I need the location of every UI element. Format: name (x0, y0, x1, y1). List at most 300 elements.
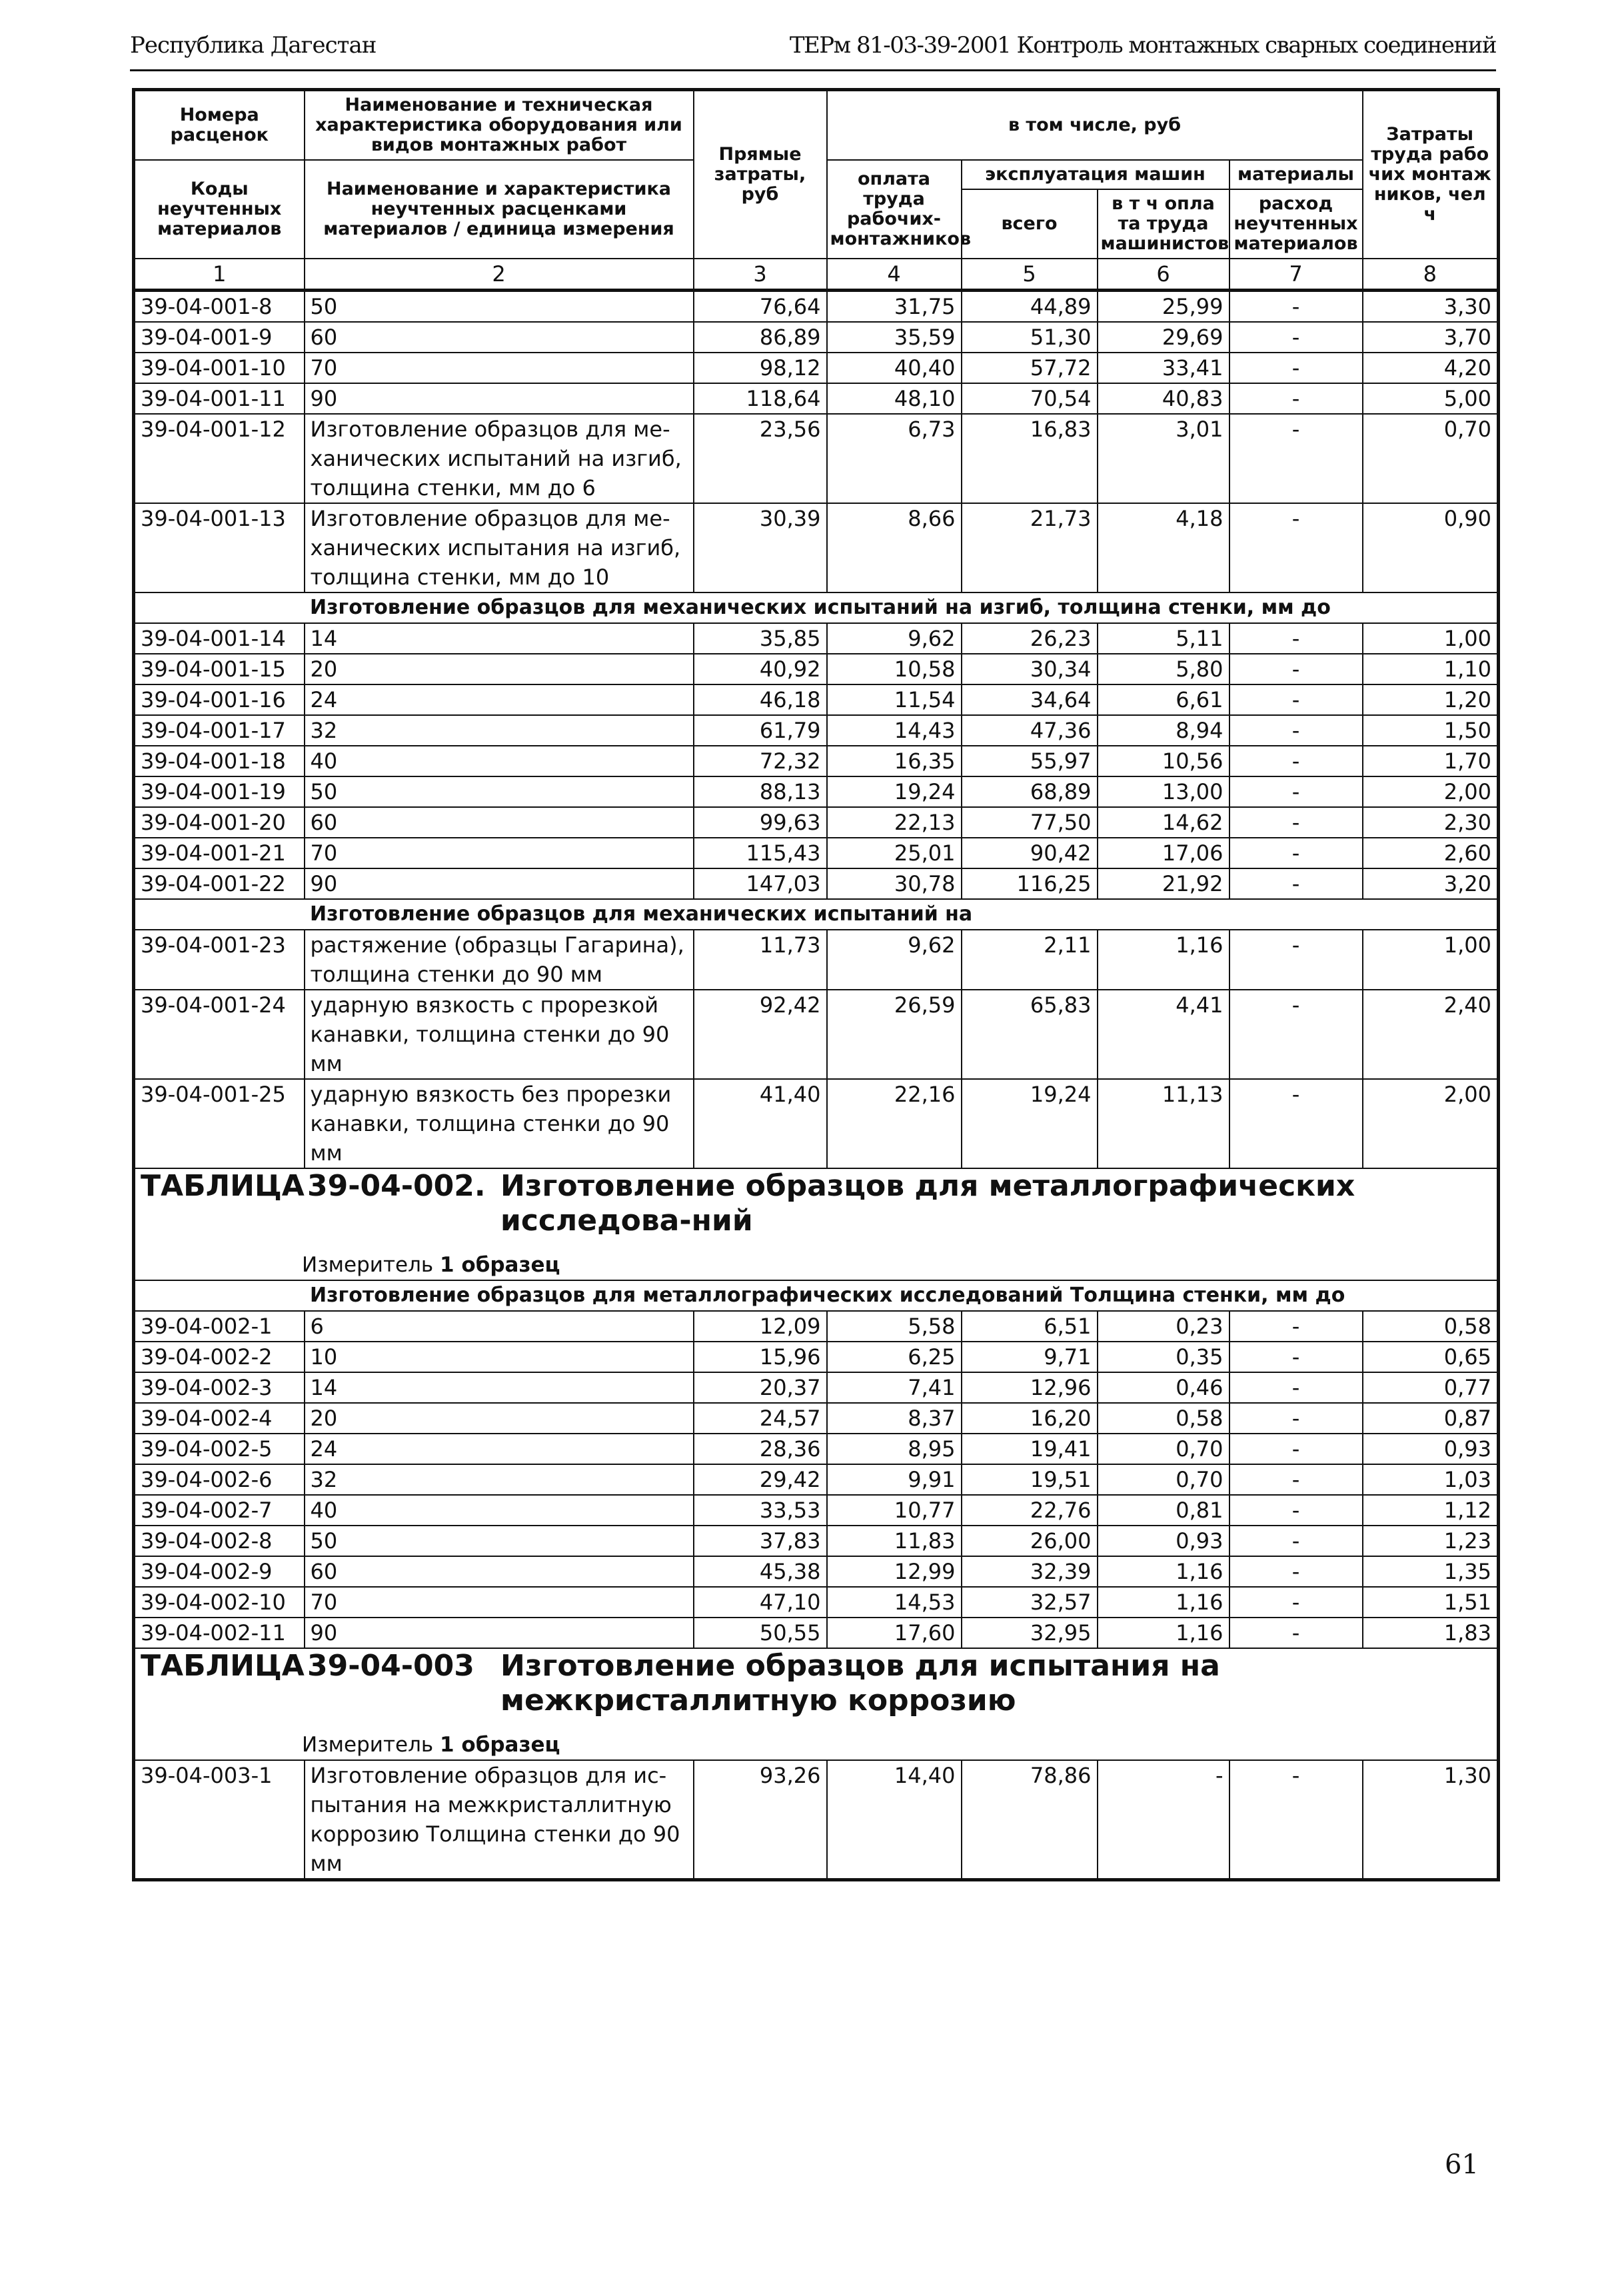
work-name: 60 (305, 807, 694, 838)
labor-hours: 0,87 (1363, 1403, 1499, 1434)
table-row (134, 1403, 1499, 1434)
rate-code: 39-04-002-11 (134, 1618, 305, 1648)
labor-cost: 9,62 (827, 623, 962, 654)
col-name-header: Наименование и техническая характеристика оборудования или видов монтажных работ (305, 90, 694, 161)
material-cost: - (1229, 1495, 1363, 1526)
col-labor-header: оплата труда рабочих-монтажников (827, 160, 962, 259)
machinist-labor-cost: 14,62 (1098, 807, 1229, 838)
table-row (134, 1556, 1499, 1587)
column-number: 4 (827, 259, 962, 291)
direct-cost: 41,40 (694, 1079, 827, 1168)
table-row (134, 503, 1499, 592)
machinist-labor-cost: 11,13 (1098, 1079, 1229, 1168)
direct-cost: 92,42 (694, 990, 827, 1079)
table-number: 39-04-002. (307, 1169, 486, 1203)
work-name: Изготовление образцов для ме-ханических испытания на изгиб, толщина стенки, мм до 10 (305, 503, 694, 592)
work-name: 24 (305, 684, 694, 715)
material-cost: - (1229, 684, 1363, 715)
rate-code: 39-04-002-10 (134, 1587, 305, 1618)
work-name: 32 (305, 1464, 694, 1495)
machine-cost: 68,89 (962, 776, 1098, 807)
machinist-labor-cost: 0,81 (1098, 1495, 1229, 1526)
table-row (134, 715, 1499, 746)
direct-cost: 76,64 (694, 291, 827, 323)
direct-cost: 86,89 (694, 322, 827, 353)
table-meter (141, 1250, 1491, 1280)
work-name: Изготовление образцов для ис-пытания на межкристаллитную коррозию Толщина стенки до 90 мм (305, 1760, 694, 1880)
section-row (134, 899, 1499, 930)
labor-cost: 31,75 (827, 291, 962, 323)
labor-cost: 35,59 (827, 322, 962, 353)
work-name: 14 (305, 623, 694, 654)
material-cost: - (1229, 1434, 1363, 1464)
rate-code: 39-04-001-21 (134, 838, 305, 868)
column-number: 2 (305, 259, 694, 291)
labor-cost: 11,83 (827, 1526, 962, 1556)
col-material-code-header: Коды неучтенных материалов (134, 160, 305, 259)
rate-code: 39-04-001-9 (134, 322, 305, 353)
machine-cost: 12,96 (962, 1372, 1098, 1403)
direct-cost: 93,26 (694, 1760, 827, 1880)
machinist-labor-cost: 0,46 (1098, 1372, 1229, 1403)
table-row (134, 353, 1499, 383)
labor-cost: 6,25 (827, 1342, 962, 1372)
region-title: Республика Дагестан (130, 32, 377, 59)
document-title: ТЕРм 81-03-39-2001 Контроль монтажных сварных соединений (789, 32, 1496, 59)
material-cost: - (1229, 1403, 1363, 1434)
table-row (134, 414, 1499, 503)
direct-cost: 23,56 (694, 414, 827, 503)
machinist-labor-cost: 0,23 (1098, 1311, 1229, 1342)
col-direct-header: Прямые затраты, руб (694, 90, 827, 259)
work-name: Изготовление образцов для ме-ханических испытаний на изгиб, толщина стенки, мм до 6 (305, 414, 694, 503)
table-title-text: Изготовление образцов для металлографических исследова-ний (500, 1169, 1355, 1238)
material-cost: - (1229, 1618, 1363, 1648)
direct-cost: 61,79 (694, 715, 827, 746)
table-row (134, 1760, 1499, 1880)
labor-cost: 40,40 (827, 353, 962, 383)
labor-cost: 48,10 (827, 383, 962, 414)
work-name: 6 (305, 1311, 694, 1342)
material-cost: - (1229, 1556, 1363, 1587)
table-row (134, 1372, 1499, 1403)
labor-cost: 19,24 (827, 776, 962, 807)
rate-code: 39-04-001-16 (134, 684, 305, 715)
machinist-labor-cost: 40,83 (1098, 383, 1229, 414)
labor-cost: 30,78 (827, 868, 962, 899)
table-title-row (134, 1648, 1499, 1760)
table-title-row (134, 1168, 1499, 1280)
labor-hours: 0,65 (1363, 1342, 1499, 1372)
table-meter (141, 1730, 1491, 1759)
direct-cost: 11,73 (694, 930, 827, 990)
rate-code: 39-04-002-6 (134, 1464, 305, 1495)
table-row (134, 930, 1499, 990)
labor-hours: 1,51 (1363, 1587, 1499, 1618)
machinist-labor-cost: 1,16 (1098, 1556, 1229, 1587)
labor-hours: 1,10 (1363, 654, 1499, 684)
material-cost: - (1229, 322, 1363, 353)
table-number: 39-04-003 (307, 1649, 474, 1683)
work-name: 10 (305, 1342, 694, 1372)
rate-code: 39-04-001-20 (134, 807, 305, 838)
labor-hours: 2,00 (1363, 776, 1499, 807)
direct-cost: 12,09 (694, 1311, 827, 1342)
column-number: 8 (1363, 259, 1499, 291)
machine-cost: 16,20 (962, 1403, 1098, 1434)
direct-cost: 35,85 (694, 623, 827, 654)
column-numbers-row (134, 259, 1499, 291)
direct-cost: 115,43 (694, 838, 827, 868)
header-row-1 (134, 90, 1499, 161)
material-cost: - (1229, 383, 1363, 414)
machinist-labor-cost: 4,41 (1098, 990, 1229, 1079)
work-name: 32 (305, 715, 694, 746)
header-rule (130, 69, 1496, 71)
work-name: 90 (305, 383, 694, 414)
work-name: 14 (305, 1372, 694, 1403)
table-row (134, 623, 1499, 654)
rate-code: 39-04-003-1 (134, 1760, 305, 1880)
table-row (134, 383, 1499, 414)
direct-cost: 147,03 (694, 868, 827, 899)
table-row (134, 1495, 1499, 1526)
table-title-text: Изготовление образцов для испытания на межкристаллитную коррозию (500, 1649, 1220, 1718)
machine-cost: 44,89 (962, 291, 1098, 323)
labor-cost: 17,60 (827, 1618, 962, 1648)
col-material-consumption-header: расход неучтенных материалов (1229, 189, 1363, 259)
table-row (134, 990, 1499, 1079)
material-cost: - (1229, 1464, 1363, 1495)
labor-cost: 14,53 (827, 1587, 962, 1618)
material-cost: - (1229, 1311, 1363, 1342)
labor-cost: 8,37 (827, 1403, 962, 1434)
material-cost: - (1229, 623, 1363, 654)
labor-hours: 0,58 (1363, 1311, 1499, 1342)
machine-cost: 6,51 (962, 1311, 1098, 1342)
material-cost: - (1229, 1760, 1363, 1880)
direct-cost: 24,57 (694, 1403, 827, 1434)
column-number: 5 (962, 259, 1098, 291)
machine-cost: 9,71 (962, 1342, 1098, 1372)
machine-cost: 19,24 (962, 1079, 1098, 1168)
machine-cost: 78,86 (962, 1760, 1098, 1880)
material-cost: - (1229, 746, 1363, 776)
direct-cost: 28,36 (694, 1434, 827, 1464)
table-row (134, 1526, 1499, 1556)
material-cost: - (1229, 503, 1363, 592)
machinist-labor-cost: 21,92 (1098, 868, 1229, 899)
machine-cost: 19,41 (962, 1434, 1098, 1464)
column-number: 3 (694, 259, 827, 291)
machine-cost: 2,11 (962, 930, 1098, 990)
machinist-labor-cost: 10,56 (1098, 746, 1229, 776)
direct-cost: 72,32 (694, 746, 827, 776)
machine-cost: 116,25 (962, 868, 1098, 899)
labor-hours: 5,00 (1363, 383, 1499, 414)
work-name: 70 (305, 353, 694, 383)
section-heading: Изготовление образцов для механических испытаний на (134, 899, 1499, 930)
machine-cost: 57,72 (962, 353, 1098, 383)
labor-cost: 5,58 (827, 1311, 962, 1342)
direct-cost: 98,12 (694, 353, 827, 383)
rate-code: 39-04-002-4 (134, 1403, 305, 1434)
rate-code: 39-04-001-24 (134, 990, 305, 1079)
labor-hours: 1,83 (1363, 1618, 1499, 1648)
labor-hours: 2,30 (1363, 807, 1499, 838)
labor-hours: 2,00 (1363, 1079, 1499, 1168)
labor-hours: 0,93 (1363, 1434, 1499, 1464)
labor-cost: 12,99 (827, 1556, 962, 1587)
labor-hours: 1,70 (1363, 746, 1499, 776)
machine-cost: 26,00 (962, 1526, 1098, 1556)
labor-hours: 1,23 (1363, 1526, 1499, 1556)
material-cost: - (1229, 715, 1363, 746)
direct-cost: 33,53 (694, 1495, 827, 1526)
meter-value: 1 образец (440, 1253, 560, 1277)
work-name: 90 (305, 868, 694, 899)
rate-code: 39-04-001-25 (134, 1079, 305, 1168)
rate-code: 39-04-002-1 (134, 1311, 305, 1342)
labor-cost: 9,91 (827, 1464, 962, 1495)
material-cost: - (1229, 1342, 1363, 1372)
labor-cost: 14,43 (827, 715, 962, 746)
machinist-labor-cost: 6,61 (1098, 684, 1229, 715)
column-number: 1 (134, 259, 305, 291)
labor-hours: 1,50 (1363, 715, 1499, 746)
rate-code: 39-04-001-23 (134, 930, 305, 990)
material-cost: - (1229, 838, 1363, 868)
machinist-labor-cost: 33,41 (1098, 353, 1229, 383)
labor-cost: 9,62 (827, 930, 962, 990)
rate-code: 39-04-002-5 (134, 1434, 305, 1464)
machinist-labor-cost: 5,80 (1098, 654, 1229, 684)
work-name: 50 (305, 1526, 694, 1556)
direct-cost: 30,39 (694, 503, 827, 592)
direct-cost: 40,92 (694, 654, 827, 684)
section-heading: Изготовление образцов для механических испытаний на изгиб, толщина стенки, мм до (134, 592, 1499, 623)
direct-cost: 118,64 (694, 383, 827, 414)
column-number: 7 (1229, 259, 1363, 291)
labor-hours: 1,20 (1363, 684, 1499, 715)
table-row (134, 654, 1499, 684)
table-title-block (134, 1648, 1499, 1760)
machine-cost: 34,64 (962, 684, 1098, 715)
labor-hours: 3,20 (1363, 868, 1499, 899)
work-name: ударную вязкость без прорезки канавки, толщина стенки до 90 мм (305, 1079, 694, 1168)
material-cost: - (1229, 868, 1363, 899)
meter-label: Измеритель (302, 1253, 434, 1277)
machinist-labor-cost: 4,18 (1098, 503, 1229, 592)
rate-code: 39-04-002-9 (134, 1556, 305, 1587)
material-cost: - (1229, 807, 1363, 838)
direct-cost: 46,18 (694, 684, 827, 715)
machine-cost: 19,51 (962, 1464, 1098, 1495)
direct-cost: 50,55 (694, 1618, 827, 1648)
machinist-labor-cost: 8,94 (1098, 715, 1229, 746)
col-material-name-header: Наименование и характеристика неучтенных расценками материалов / единица измерения (305, 160, 694, 259)
table-title (141, 1169, 1491, 1238)
table-row (134, 776, 1499, 807)
direct-cost: 88,13 (694, 776, 827, 807)
material-cost: - (1229, 1372, 1363, 1403)
work-name: 24 (305, 1434, 694, 1464)
table-title (141, 1649, 1491, 1718)
table-row (134, 1311, 1499, 1342)
labor-cost: 25,01 (827, 838, 962, 868)
col-machines-header: эксплуатация машин (962, 160, 1229, 189)
table-row (134, 868, 1499, 899)
table-label: ТАБЛИЦА (141, 1649, 305, 1683)
material-cost: - (1229, 776, 1363, 807)
rate-code: 39-04-001-13 (134, 503, 305, 592)
section-row (134, 1280, 1499, 1311)
table-row (134, 838, 1499, 868)
meter-value: 1 образец (440, 1733, 560, 1757)
price-table (132, 88, 1500, 1881)
work-name: 50 (305, 776, 694, 807)
labor-cost: 10,77 (827, 1495, 962, 1526)
rate-code: 39-04-001-10 (134, 353, 305, 383)
labor-hours: 1,00 (1363, 623, 1499, 654)
meter-label: Измеритель (302, 1733, 434, 1757)
machine-cost: 47,36 (962, 715, 1098, 746)
material-cost: - (1229, 990, 1363, 1079)
machine-cost: 77,50 (962, 807, 1098, 838)
table-title-block (134, 1168, 1499, 1280)
table-row (134, 1618, 1499, 1648)
work-name: растяжение (образцы Гагарина), толщина стенки до 90 мм (305, 930, 694, 990)
table-row (134, 1342, 1499, 1372)
work-name: 20 (305, 654, 694, 684)
work-name: ударную вязкость с прорезкой канавки, толщина стенки до 90 мм (305, 990, 694, 1079)
machine-cost: 32,57 (962, 1587, 1098, 1618)
rate-code: 39-04-002-8 (134, 1526, 305, 1556)
section-heading: Изготовление образцов для металлографических исследований Толщина стенки, мм до (134, 1280, 1499, 1311)
col-materials-header: материалы (1229, 160, 1363, 189)
machine-cost: 55,97 (962, 746, 1098, 776)
material-cost: - (1229, 414, 1363, 503)
page-number: 61 (1445, 2149, 1479, 2180)
machinist-labor-cost: 1,16 (1098, 930, 1229, 990)
table-row (134, 746, 1499, 776)
material-cost: - (1229, 1526, 1363, 1556)
labor-hours: 3,70 (1363, 322, 1499, 353)
direct-cost: 29,42 (694, 1464, 827, 1495)
col-machinist-labor-header: в т ч опла та труда машинистов (1098, 189, 1229, 259)
table-row (134, 684, 1499, 715)
table-row (134, 1587, 1499, 1618)
rate-code: 39-04-001-22 (134, 868, 305, 899)
col-group-header: в том числе, руб (827, 90, 1363, 161)
rate-code: 39-04-001-12 (134, 414, 305, 503)
machinist-labor-cost: - (1098, 1760, 1229, 1880)
labor-cost: 8,95 (827, 1434, 962, 1464)
direct-cost: 47,10 (694, 1587, 827, 1618)
machinist-labor-cost: 1,16 (1098, 1587, 1229, 1618)
labor-cost: 26,59 (827, 990, 962, 1079)
rate-code: 39-04-001-8 (134, 291, 305, 323)
labor-cost: 22,13 (827, 807, 962, 838)
table-label: ТАБЛИЦА (141, 1169, 305, 1203)
machinist-labor-cost: 0,58 (1098, 1403, 1229, 1434)
rate-code: 39-04-002-3 (134, 1372, 305, 1403)
machinist-labor-cost: 13,00 (1098, 776, 1229, 807)
labor-hours: 1,12 (1363, 1495, 1499, 1526)
rate-code: 39-04-001-17 (134, 715, 305, 746)
labor-cost: 11,54 (827, 684, 962, 715)
rate-code: 39-04-002-2 (134, 1342, 305, 1372)
machinist-labor-cost: 0,93 (1098, 1526, 1229, 1556)
work-name: 70 (305, 1587, 694, 1618)
work-name: 70 (305, 838, 694, 868)
labor-hours: 0,70 (1363, 414, 1499, 503)
machinist-labor-cost: 17,06 (1098, 838, 1229, 868)
page-header (130, 32, 1496, 65)
direct-cost: 20,37 (694, 1372, 827, 1403)
work-name: 90 (305, 1618, 694, 1648)
rate-code: 39-04-001-14 (134, 623, 305, 654)
labor-hours: 3,30 (1363, 291, 1499, 323)
machine-cost: 70,54 (962, 383, 1098, 414)
work-name: 60 (305, 322, 694, 353)
table-row (134, 1464, 1499, 1495)
labor-hours: 2,40 (1363, 990, 1499, 1079)
machine-cost: 21,73 (962, 503, 1098, 592)
labor-hours: 0,90 (1363, 503, 1499, 592)
rate-code: 39-04-001-11 (134, 383, 305, 414)
direct-cost: 37,83 (694, 1526, 827, 1556)
labor-hours: 1,00 (1363, 930, 1499, 990)
table-row (134, 291, 1499, 323)
rate-code: 39-04-001-19 (134, 776, 305, 807)
machine-cost: 32,39 (962, 1556, 1098, 1587)
machine-cost: 51,30 (962, 322, 1098, 353)
table-row (134, 322, 1499, 353)
labor-hours: 2,60 (1363, 838, 1499, 868)
material-cost: - (1229, 1587, 1363, 1618)
rate-code: 39-04-002-7 (134, 1495, 305, 1526)
machinist-labor-cost: 5,11 (1098, 623, 1229, 654)
rate-code: 39-04-001-18 (134, 746, 305, 776)
work-name: 50 (305, 291, 694, 323)
machinist-labor-cost: 1,16 (1098, 1618, 1229, 1648)
machinist-labor-cost: 0,70 (1098, 1434, 1229, 1464)
machine-cost: 65,83 (962, 990, 1098, 1079)
labor-hours: 1,35 (1363, 1556, 1499, 1587)
col-machines-total-header: всего (962, 189, 1098, 259)
machine-cost: 90,42 (962, 838, 1098, 868)
material-cost: - (1229, 353, 1363, 383)
direct-cost: 45,38 (694, 1556, 827, 1587)
labor-cost: 6,73 (827, 414, 962, 503)
material-cost: - (1229, 291, 1363, 323)
labor-cost: 7,41 (827, 1372, 962, 1403)
labor-hours: 0,77 (1363, 1372, 1499, 1403)
work-name: 40 (305, 1495, 694, 1526)
machinist-labor-cost: 29,69 (1098, 322, 1229, 353)
direct-cost: 99,63 (694, 807, 827, 838)
table-row (134, 1434, 1499, 1464)
machinist-labor-cost: 25,99 (1098, 291, 1229, 323)
work-name: 40 (305, 746, 694, 776)
machine-cost: 30,34 (962, 654, 1098, 684)
labor-cost: 8,66 (827, 503, 962, 592)
machine-cost: 32,95 (962, 1618, 1098, 1648)
work-name: 60 (305, 1556, 694, 1587)
machine-cost: 26,23 (962, 623, 1098, 654)
machine-cost: 16,83 (962, 414, 1098, 503)
